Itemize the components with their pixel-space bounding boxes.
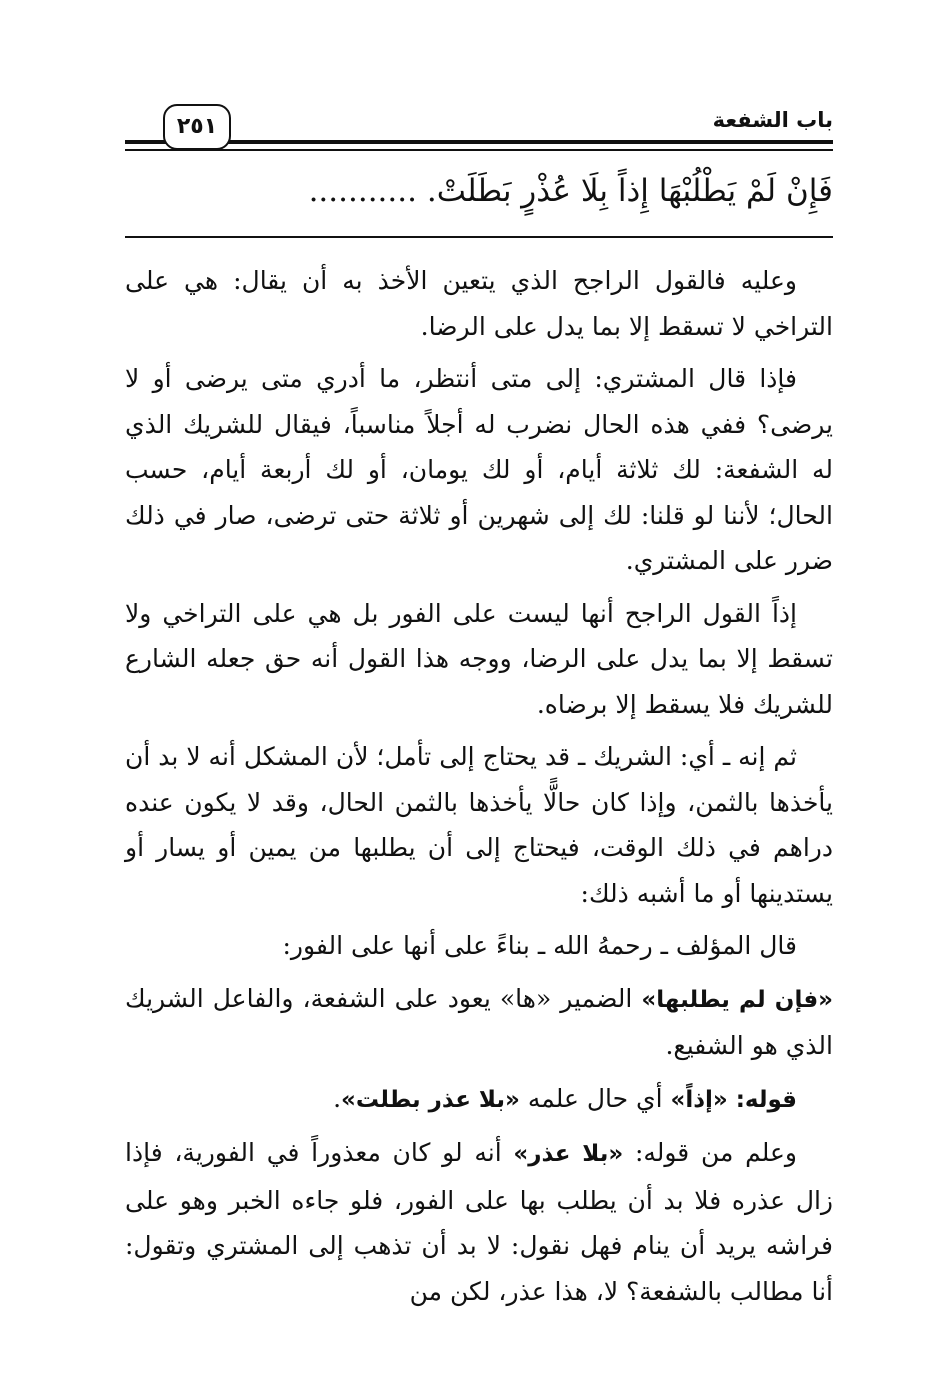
paragraph: قال المؤلف ـ رحمهُ الله ـ بناءً على أنها على الفور: (282, 931, 797, 960)
paragraph: ثم إنه ـ أي: الشريك ـ قد يحتاج إلى تأمل؛ لأن المشكل أنه لا بد أن يأخذها بالثمن، وإذا كان حالًّا يأخذها بالثمن الحال، وقد لا يكون عنده دراهم في ذلك الوقت، فيحتاج إلى أن يطلبها من يمين أو يسار أو يستدينها أو ما أشبه ذلك: (125, 742, 833, 908)
matn-separator-rule (125, 236, 833, 238)
paragraph-text: . (333, 1083, 342, 1113)
quoted-matn: «فإن لم يطلبها» (641, 986, 833, 1013)
quoted-matn: «بلا عذر بطلت» (341, 1086, 520, 1113)
quoted-matn: «إذاً» (670, 1086, 728, 1113)
matn-dots: ........... (308, 173, 417, 209)
qawluhu-label: قوله: (735, 1086, 797, 1113)
paragraph (125, 1076, 833, 1124)
paragraph-text: الضمير «ها» يعود على الشفعة، والفاعل الشريك الذي هو الشفيع. (125, 983, 833, 1060)
paragraph-text: وعلم من قوله: (623, 1138, 797, 1167)
page-header (125, 100, 833, 160)
paragraph-text: أنه لو كان معذوراً في الفورية، فإذا زال عذره فلا بد أن يطلب بها على الفور، فلو جاءه الخبر وهو على فراشه يريد أن ينام فهل نقول: لا بد أن تذهب إلى المشتري وتقول: أنا مطالب بالشفعة؟ لا، هذا عذر، لكن من (125, 1138, 833, 1306)
page-number: ٢٥١ (176, 114, 218, 139)
paragraph-text: أي حال علمه (519, 1083, 671, 1113)
paragraph (125, 1130, 833, 1314)
matn-text: فَإِنْ لَمْ يَطْلُبْهَا إِذاً بِلَا عُذْرٍ بَطَلَتْ. (426, 173, 833, 209)
quoted-matn: «بلا عذر» (513, 1141, 624, 1167)
paragraph: إذاً القول الراجح أنها ليست على الفور بل هي على التراخي ولا تسقط إلا بما يدل على الرضا، ووجه هذا القول أنه حق جعله الشارع للشريك فلا يسقط إلا برضاه. (125, 598, 833, 719)
paragraph: فإذا قال المشتري: إلى متى أنتظر، ما أدري متى يرضى أو لا يرضى؟ ففي هذه الحال نضرب له أجلاً مناسباً، فيقال للشريك الذي له الشفعة: لك ثلاثة أيام، أو لك يومان، أو لك أربعة أيام، حسب الحال؛ لأننا لو قلنا: لك إلى شهرين أو ثلاثة حتى ترضى، صار في ذلك ضرر على المشتري. (125, 364, 833, 575)
matn-verse-line (125, 166, 833, 226)
page-number-frame (163, 104, 231, 150)
paragraph: وعليه فالقول الراجح الذي يتعين الأخذ به أن يقال: هي على التراخي لا تسقط إلا بما يدل على الرضا. (125, 266, 833, 341)
header-rule-thick (125, 140, 833, 144)
commentary-body (125, 258, 833, 1321)
header-rule-thin (125, 149, 833, 151)
paragraph (125, 976, 833, 1069)
chapter-title: باب الشفعة (712, 108, 833, 132)
